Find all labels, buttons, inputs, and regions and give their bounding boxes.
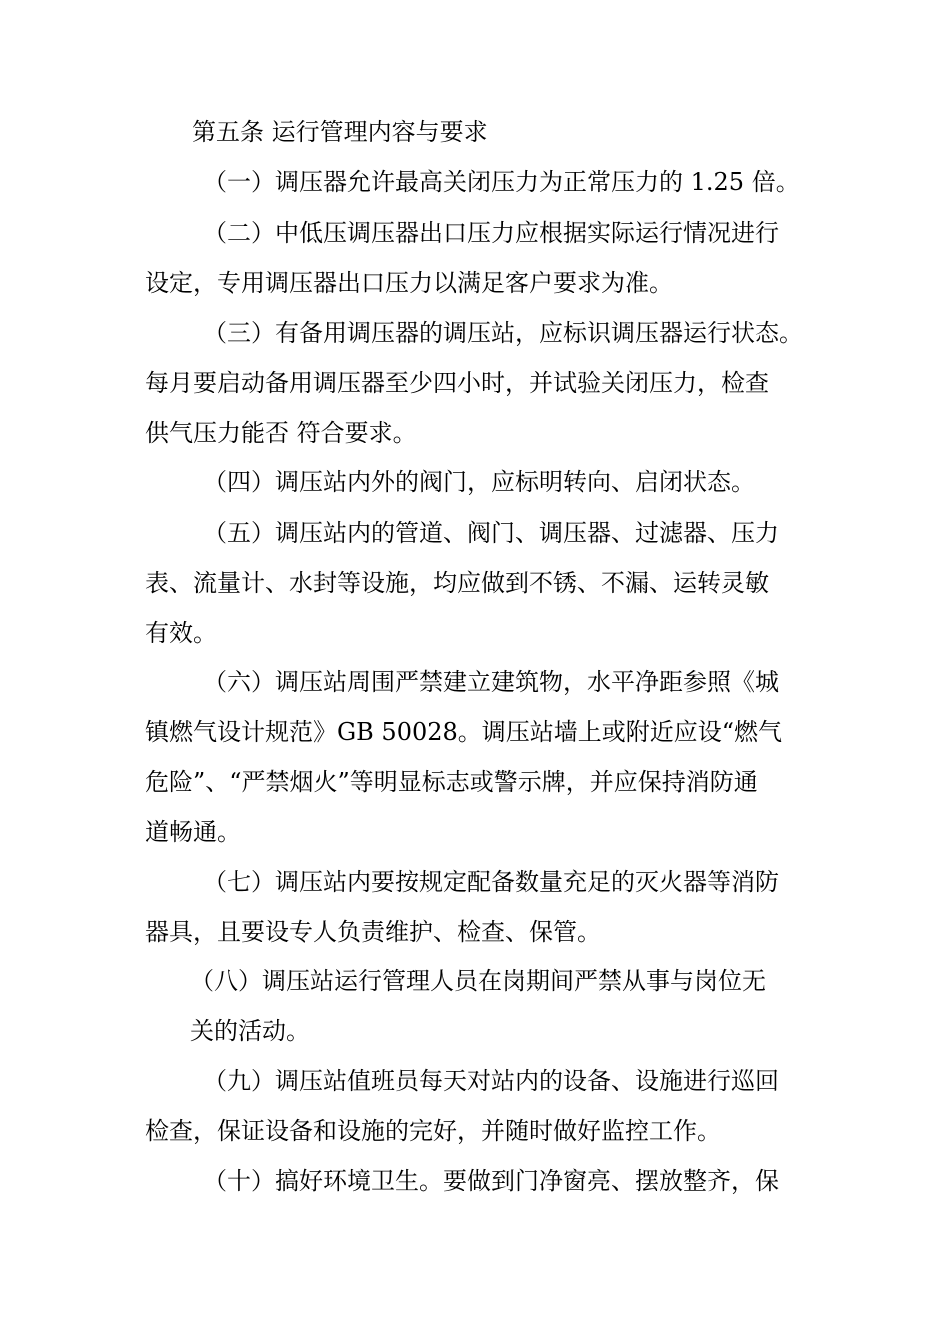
- text-line: （六）调压站周围严禁建立建筑物，水平净距参照《城: [203, 668, 779, 696]
- text-line: 关的活动。: [190, 1017, 310, 1045]
- text-line: 器具，且要设专人负责维护、检查、保管。: [145, 918, 601, 946]
- text-line: （一）调压器允许最高关闭压力为正常压力的 1.25 倍。: [203, 168, 800, 196]
- text-line: （十）搞好环境卫生。要做到门净窗亮、摆放整齐，保: [203, 1167, 779, 1195]
- text-line: 每月要启动备用调压器至少四小时，并试验关闭压力，检查: [145, 369, 769, 397]
- text-line: 镇燃气设计规范》GB 50028。调压站墙上或附近应设“燃气: [145, 718, 783, 746]
- text-line: （二）中低压调压器出口压力应根据实际运行情况进行: [203, 219, 779, 247]
- text-line: 道畅通。: [145, 818, 241, 846]
- text-line: （五）调压站内的管道、阀门、调压器、过滤器、压力: [203, 519, 779, 547]
- text-line: 危险”、“严禁烟火”等明显标志或警示牌，并应保持消防通: [145, 768, 758, 796]
- article-heading: 第五条 运行管理内容与要求: [192, 118, 488, 146]
- text-line: （九）调压站值班员每天对站内的设备、设施进行巡回: [203, 1067, 779, 1095]
- text-line: 有效。: [145, 619, 217, 647]
- text-line: （三）有备用调压器的调压站，应标识调压器运行状态。: [203, 319, 803, 347]
- text-line: 设定，专用调压器出口压力以满足客户要求为准。: [145, 269, 673, 297]
- text-line: 检查，保证设备和设施的完好，并随时做好监控工作。: [145, 1117, 721, 1145]
- text-line: （七）调压站内要按规定配备数量充足的灭火器等消防: [203, 868, 779, 896]
- text-line: （四）调压站内外的阀门，应标明转向、启闭状态。: [203, 468, 755, 496]
- text-line: 供气压力能否 符合要求。: [145, 419, 417, 447]
- text-line: （八）调压站运行管理人员在岗期间严禁从事与岗位无: [190, 967, 766, 995]
- text-line: 表、流量计、水封等设施，均应做到不锈、不漏、运转灵敏: [145, 569, 769, 597]
